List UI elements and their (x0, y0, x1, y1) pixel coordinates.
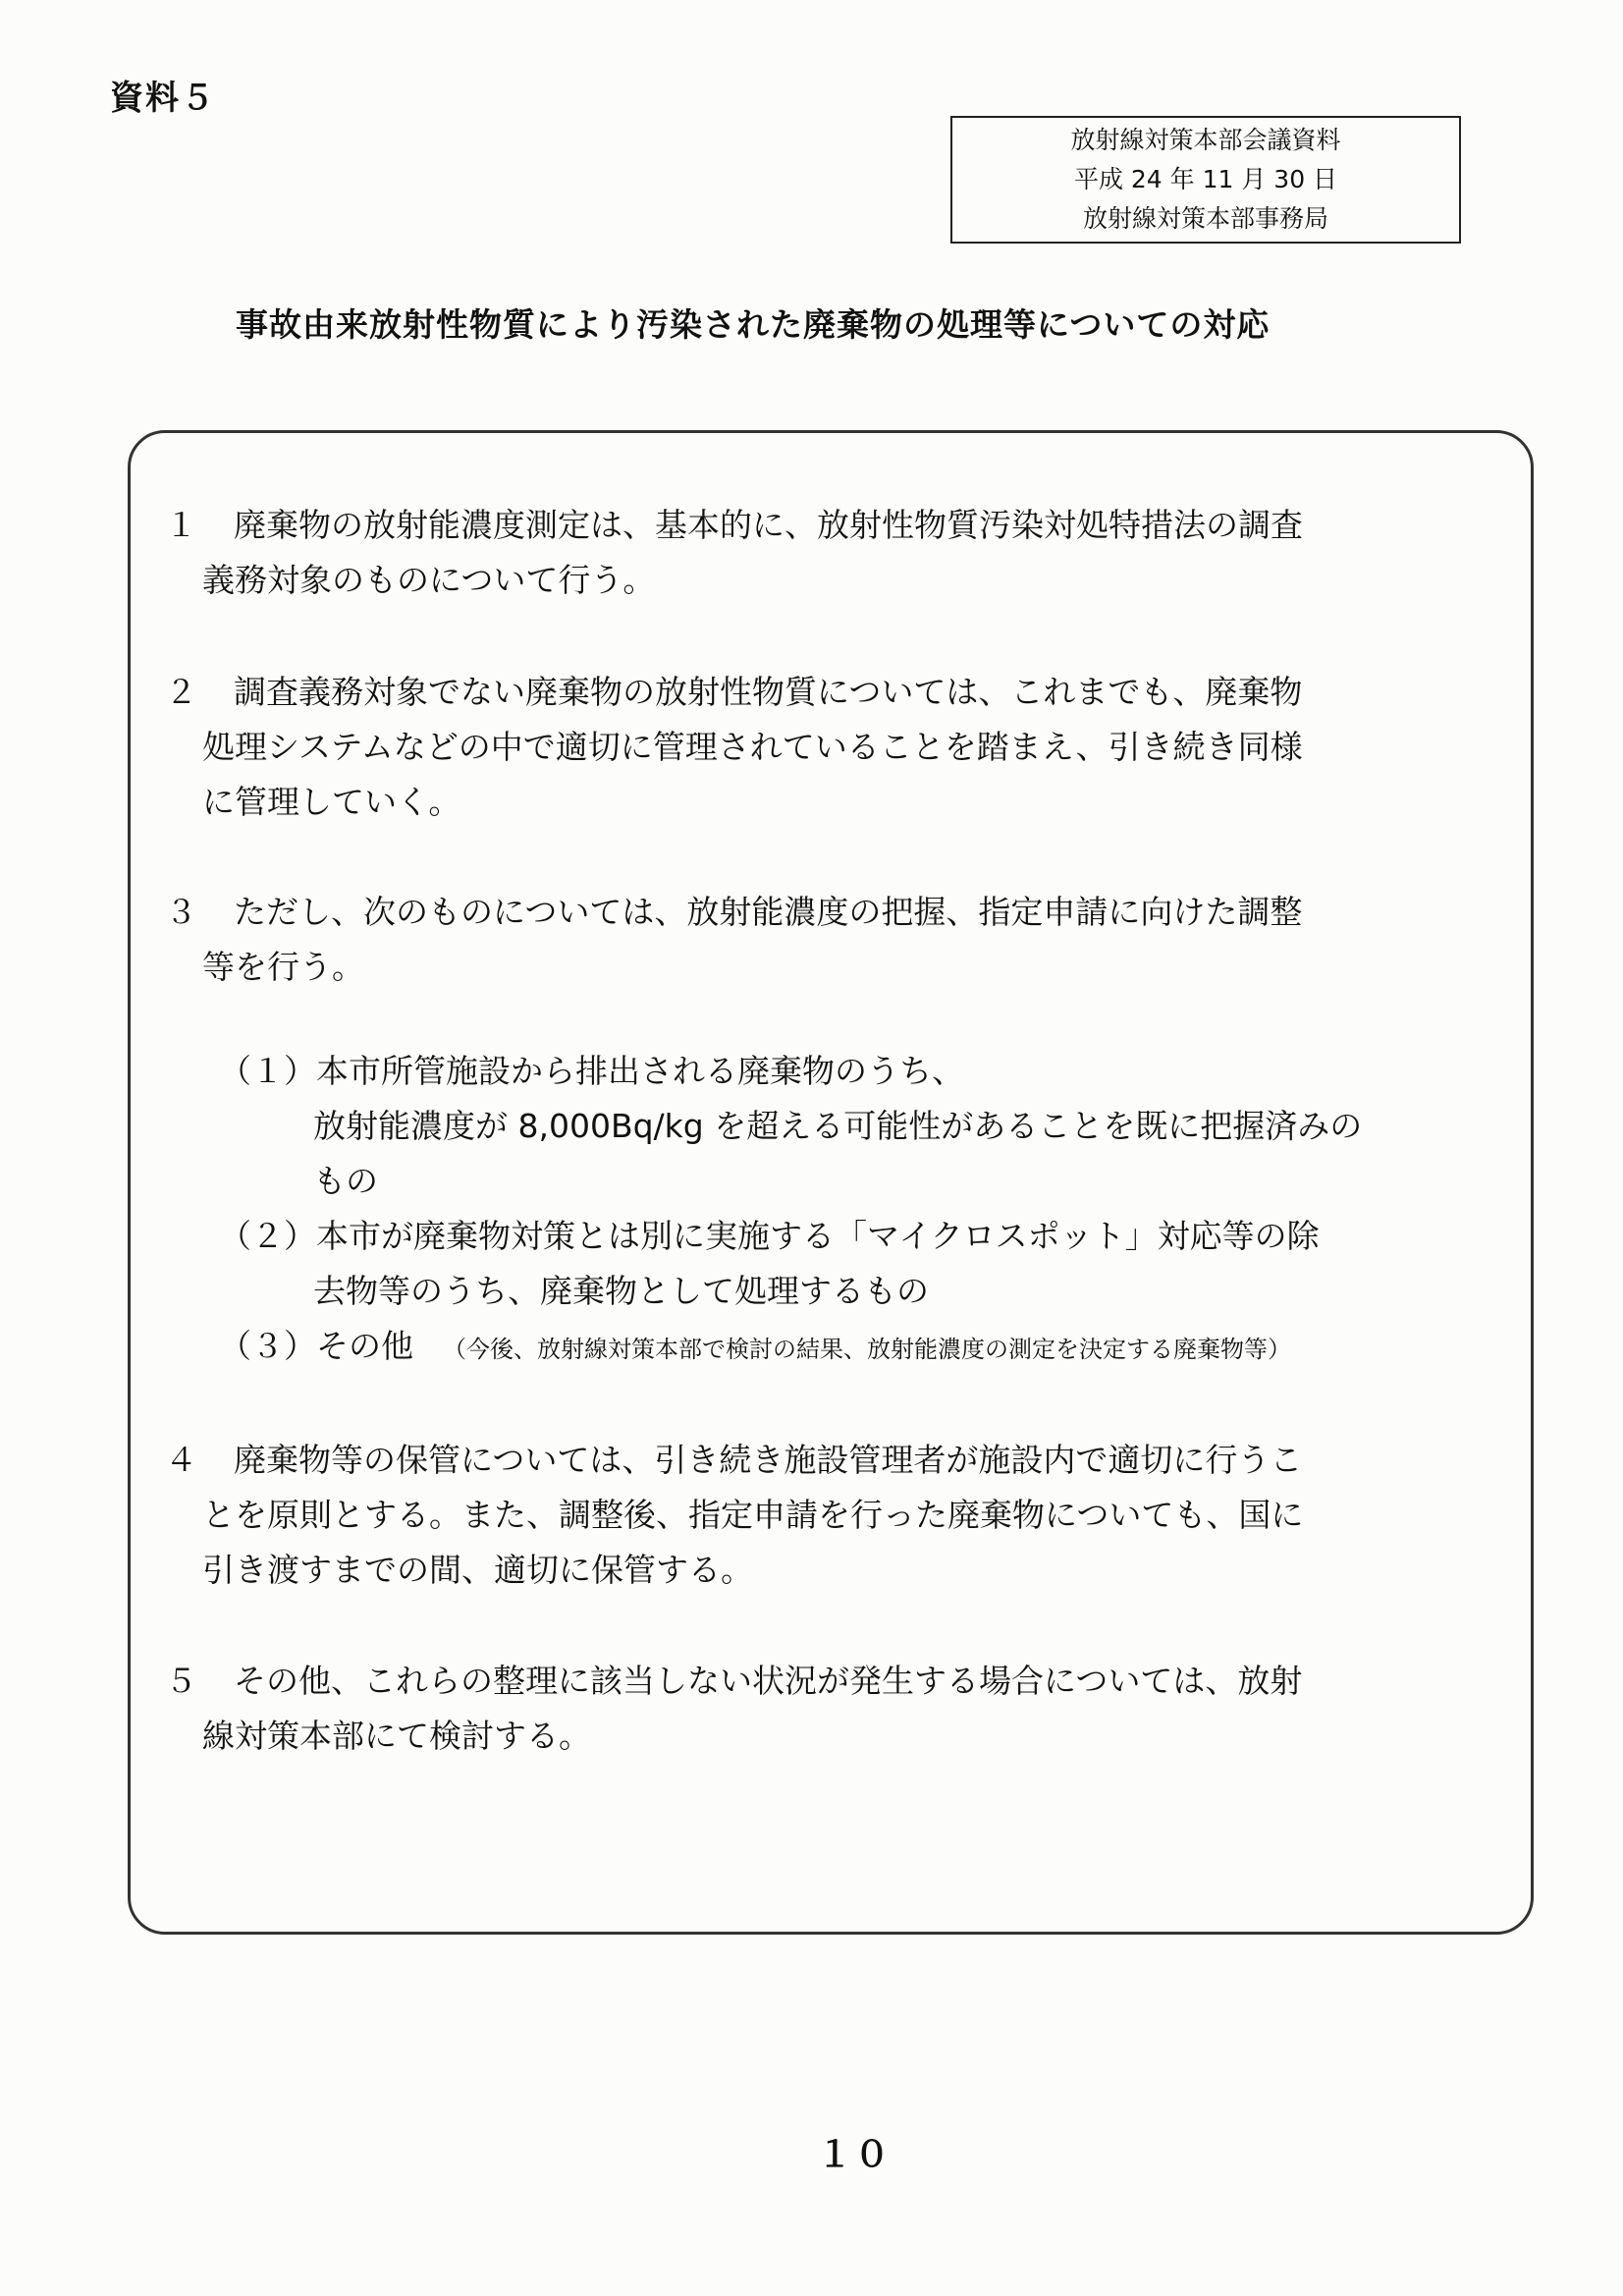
sub-item-line: 放射能濃度が 8,000Bq/kg を超える可能性があることを既に把握済みの (313, 1107, 1363, 1145)
header-meeting-title: 放射線対策本部会議資料 (1070, 126, 1341, 154)
item-line: に管理していく。 (202, 783, 461, 821)
header-box (950, 116, 1461, 244)
item-line: とを原則とする。また、調整後、指定申請を行った廃棄物についても、国に (202, 1496, 1304, 1534)
item-line: 義務対象のものについて行う。 (202, 561, 656, 599)
content-box (128, 430, 1534, 1935)
item-line: 線対策本部にて検討する。 (202, 1717, 591, 1755)
item-number: １ (165, 506, 197, 544)
item-text (202, 1433, 1500, 1598)
item-line: 引き渡すまでの間、適切に保管する。 (202, 1551, 753, 1589)
sub-item-label: （１） (219, 1052, 316, 1090)
item-line: その他、これらの整理に該当しない状況が発生する場合については、放射 (234, 1662, 1303, 1700)
sub-item-label: （２） (219, 1217, 316, 1255)
item-line: 処理システムなどの中で適切に管理されていることを踏まえ、引き続き同様 (202, 728, 1303, 766)
sub-item-1 (219, 1044, 1515, 1209)
sub-item-line: その他 (316, 1327, 413, 1365)
sub-item-line: 去物等のうち、廃棄物として処理するもの (313, 1272, 929, 1310)
item-line: 等を行う。 (202, 948, 364, 986)
item-number: ４ (165, 1441, 197, 1479)
item-number: ２ (165, 673, 197, 711)
item-line: 調査義務対象でない廃棄物の放射性物質については、これまでも、廃棄物 (234, 673, 1303, 711)
item-text (202, 665, 1500, 830)
sub-item-3 (219, 1319, 1515, 1377)
item-text (202, 1654, 1500, 1764)
item-line: ただし、次のものについては、放射能濃度の把握、指定申請に向けた調整 (234, 893, 1303, 931)
sub-item-note: （今後、放射線対策本部で検討の結果、放射能濃度の測定を決定する廃棄物等） (443, 1336, 1291, 1363)
item-line: 廃棄物等の保管については、引き続き施設管理者が施設内で適切に行うこ (234, 1441, 1303, 1479)
sub-item-line: もの (313, 1162, 378, 1200)
item-line: 廃棄物の放射能濃度測定は、基本的に、放射性物質汚染対処特措法の調査 (234, 506, 1303, 544)
item-text (202, 498, 1500, 608)
page-title: 事故由来放射性物質により汚染された廃棄物の処理等についての対応 (236, 305, 1271, 344)
sub-item-line: 本市所管施設から排出される廃棄物のうち、 (316, 1052, 964, 1090)
sub-item-2 (219, 1209, 1515, 1319)
sub-item-label: （３） (219, 1327, 316, 1365)
item-number: ３ (165, 893, 197, 931)
item-text (202, 885, 1500, 995)
header-office: 放射線対策本部事務局 (1082, 204, 1328, 233)
header-date: 平成 24 年 11 月 30 日 (1073, 165, 1338, 193)
sub-item-line: 本市が廃棄物対策とは別に実施する「マイクロスポット」対応等の除 (316, 1217, 1320, 1255)
document-label: 資料５ (110, 79, 216, 118)
item-number: ５ (165, 1662, 197, 1700)
page-number: １０ (817, 2134, 893, 2175)
